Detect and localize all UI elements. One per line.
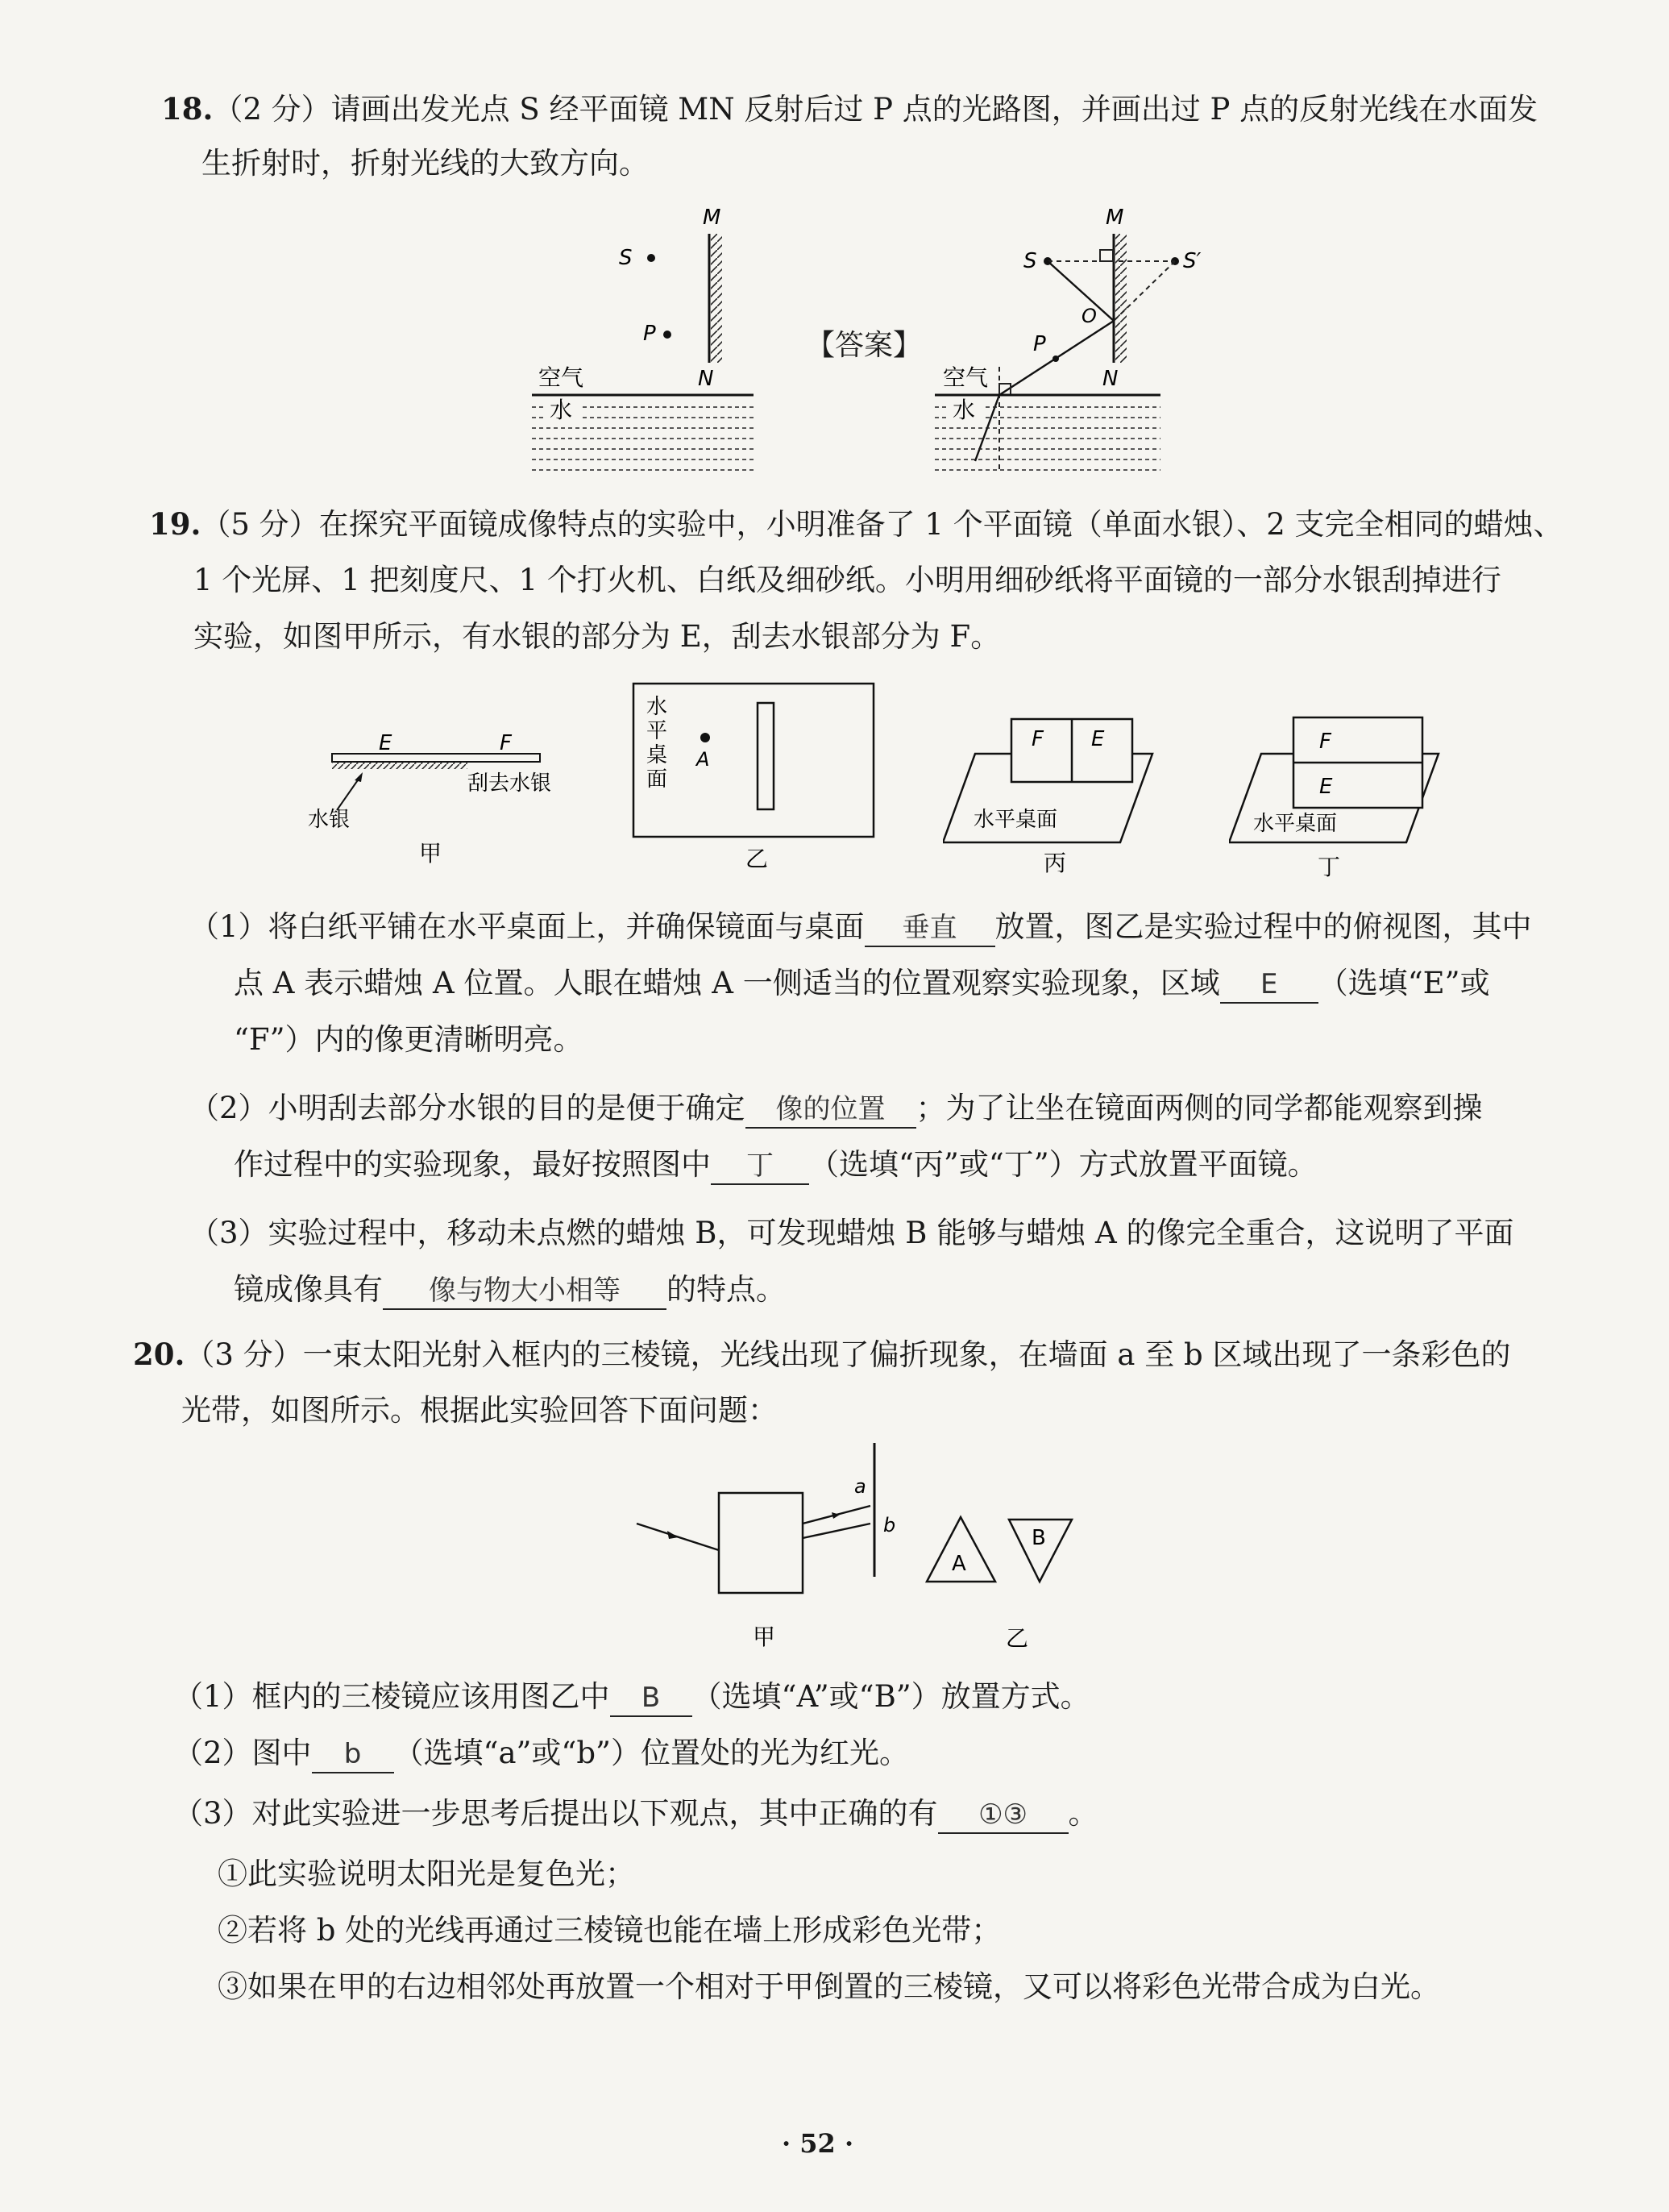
q19-p2-line2: 作过程中的实验现象，最好按照图中 丁 （选填“丙”或“丁”）方式放置平面镜。 — [234, 1145, 1318, 1185]
q19-figure-ding — [1229, 709, 1447, 883]
q19-p2-answer1: 像的位置 — [745, 1091, 916, 1129]
q20-label-B: B — [1032, 1526, 1046, 1550]
svg-text:水: 水 — [646, 695, 668, 719]
svg-text:桌: 桌 — [646, 743, 668, 767]
q18-number: 18. — [161, 91, 214, 127]
q19-p2-line1: （2）小明刮去部分水银的目的是便于确定 像的位置 ；为了让坐在镜面两侧的同学都能观察到操 — [189, 1088, 1483, 1129]
q19-ding-caption: 丁 — [1318, 854, 1341, 880]
q20-p2: （2）图中 b （选填“a”或“b”）位置处的光为红光。 — [173, 1733, 909, 1773]
q19-yi-A: A — [696, 748, 710, 771]
q19-bing-F: F — [1032, 727, 1044, 751]
q18-left-air: 空气 — [538, 364, 584, 391]
q19-ding-desk-label: 水平桌面 — [1253, 812, 1338, 836]
q19-jia-E: E — [379, 731, 392, 755]
q18-left-S: S — [619, 246, 633, 270]
q20-option-2: ②若将 b 处的光线再通过三棱镜也能在墙上形成彩色光带； — [218, 1913, 1002, 1948]
q19-line3: 实验，如图甲所示，有水银的部分为 E，刮去水银部分为 F。 — [193, 619, 1001, 654]
q19-p1-answer1: 垂直 — [865, 910, 995, 947]
q20-caption-yi: 乙 — [1006, 1625, 1029, 1652]
q18-right-N: N — [1102, 367, 1119, 391]
q18-right-M: M — [1106, 206, 1124, 230]
q18-right-air: 空气 — [943, 364, 989, 391]
q19-p1-answer2: E — [1220, 967, 1318, 1004]
q19-p3-answer: 像与物大小相等 — [383, 1273, 666, 1310]
svg-text:平: 平 — [646, 719, 668, 743]
q19-p2-answer2: 丁 — [711, 1148, 809, 1185]
q19-jia-mercury-label: 水银 — [308, 808, 351, 832]
q19-line2: 1 个光屏、1 把刻度尺、1 个打火机、白纸及细砂纸。小明用细砂纸将平面镜的一部分水银刮掉进行 — [193, 563, 1501, 597]
page-number: · 52 · — [782, 2128, 854, 2159]
q19-ding-E: E — [1319, 775, 1333, 799]
q18-right-P: P — [1033, 332, 1046, 356]
q19-ding-F: F — [1319, 730, 1331, 754]
q19-jia-scraped-label: 刮去水银 — [467, 771, 552, 796]
q20-label-a: a — [854, 1475, 866, 1498]
q19-figure-yi — [629, 677, 886, 871]
q19-bing-caption: 丙 — [1044, 850, 1067, 876]
q18-left-point-S — [647, 254, 655, 262]
q19-yi-caption: 乙 — [745, 846, 769, 871]
svg-text:面: 面 — [646, 767, 668, 792]
q18-line2: 生折射时，折射光线的大致方向。 — [201, 146, 649, 181]
q19-jia-F: F — [500, 731, 512, 755]
q18-line1: 18.（2 分）请画出发光点 S 经平面镜 MN 反射后过 P 点的光路图，并画出过 P 点的反射光线在水面发 — [161, 91, 1538, 127]
q18-right-water-label: 水 — [953, 397, 976, 423]
q18-left-mirror-hatch — [711, 234, 722, 363]
q20-caption-jia: 甲 — [753, 1624, 776, 1650]
q20-p2-answer: b — [312, 1736, 394, 1773]
q19-yi-candle-A — [700, 733, 710, 742]
q19-figure-jia — [298, 726, 564, 867]
q19-p1-line3: “F”）内的像更清晰明亮。 — [234, 1022, 583, 1057]
q20-figure-yi — [919, 1507, 1080, 1661]
q18-left-water-label: 水 — [550, 397, 573, 423]
q19-number: 19. — [149, 506, 201, 542]
q19-figure-bing — [943, 709, 1160, 879]
q18-answer-tag: 【答案】 — [806, 329, 923, 362]
q18-left-P: P — [643, 322, 656, 346]
q20-label-b: b — [883, 1514, 896, 1536]
q20-p1: （1）框内的三棱镜应该用图乙中 B （选填“A”或“B”）放置方式。 — [173, 1677, 1090, 1717]
q19-p3-line2: 镜成像具有 像与物大小相等 的特点。 — [234, 1270, 786, 1310]
q18-figure-right — [935, 202, 1209, 480]
q18-right-S-image: S′ — [1183, 249, 1202, 273]
q19-line1: 19.（5 分）在探究平面镜成像特点的实验中，小明准备了 1 个平面镜（单面水银）、2 支完全相同的蜡烛、 — [149, 506, 1563, 542]
q18-right-S: S — [1023, 249, 1037, 273]
q18-left-M: M — [703, 206, 721, 230]
q19-p1-line1: （1）将白纸平铺在水平桌面上，并确保镜面与桌面 垂直 放置，图乙是实验过程中的俯视图，其中 — [189, 907, 1532, 947]
q20-p3: （3）对此实验进一步思考后提出以下观点，其中正确的有 ①③ 。 — [173, 1794, 1098, 1834]
q20-option-3: ③如果在甲的右边相邻处再放置一个相对于甲倒置的三棱镜，又可以将彩色光带合成为白光。 — [218, 1969, 1440, 2004]
q19-jia-mercury-layer — [332, 762, 467, 769]
q18-left-point-P — [663, 331, 671, 339]
q19-bing-desk-label: 水平桌面 — [974, 808, 1058, 832]
q20-p1-answer: B — [610, 1680, 692, 1717]
q20-number: 20. — [133, 1337, 185, 1372]
q19-jia-caption: 甲 — [419, 840, 442, 867]
q19-yi-mirror — [758, 703, 774, 809]
q19-p1-line2: 点 A 表示蜡烛 A 位置。人眼在蜡烛 A 一侧适当的位置观察实验现象，区域 E （选填“E”或 — [234, 963, 1490, 1004]
q20-ray-b — [803, 1524, 870, 1538]
q20-figure-jia — [629, 1435, 911, 1661]
q20-label-A: A — [952, 1552, 966, 1576]
q20-line2: 光带，如图所示。根据此实验回答下面问题： — [181, 1393, 778, 1428]
q18-right-O: O — [1082, 305, 1097, 327]
q18-incident-ray — [1048, 261, 1114, 321]
q20-p3-answer: ①③ — [938, 1797, 1069, 1834]
q19-p3-line1: （3）实验过程中，移动未点燃的蜡烛 B，可发现蜡烛 B 能够与蜡烛 A 的像完全重合，这说明了平面 — [189, 1216, 1514, 1250]
q20-option-1: ①此实验说明太阳光是复色光； — [218, 1856, 635, 1891]
q19-bing-E: E — [1091, 727, 1105, 751]
q20-line1: 20.（3 分）一束太阳光射入框内的三棱镜，光线出现了偏折现象，在墙面 a 至 b 区域出现了一条彩色的 — [133, 1337, 1511, 1372]
q18-figure-left — [532, 202, 774, 480]
q19-yi-desk-frame — [633, 684, 874, 837]
q20-box — [719, 1493, 803, 1593]
q18-left-N: N — [698, 367, 714, 391]
